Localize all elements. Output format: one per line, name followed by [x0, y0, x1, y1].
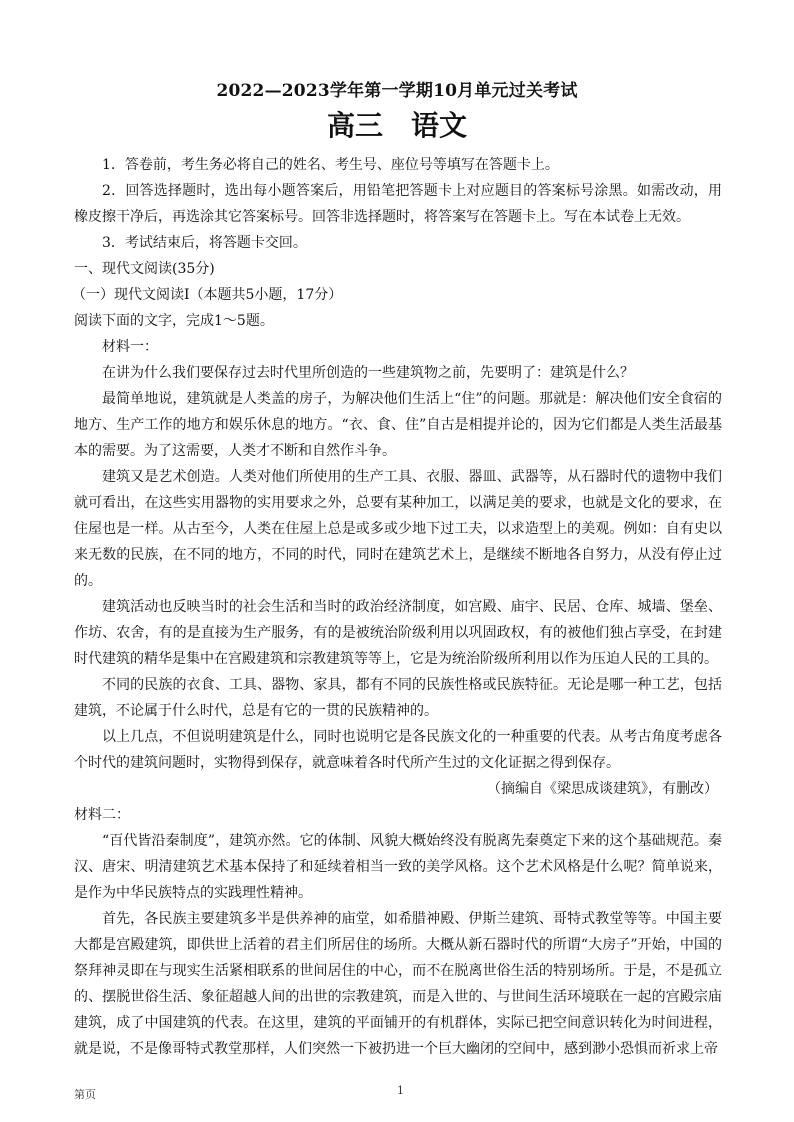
instruction-3: 3．考试结束后，将答题卡交回。 [102, 235, 307, 251]
material1-paragraph-1: 在讲为什么我们要保存过去时代里所创造的一些建筑物之前，先要明了：建筑是什么？ [102, 365, 634, 381]
footer-page-label: 第页 [74, 1088, 96, 1101]
footer-page-number: 1 [397, 1084, 404, 1097]
material2-label: 材料二： [74, 807, 130, 823]
reading-direction: 阅读下面的文字，完成1～5题。 [74, 313, 274, 329]
material1-paragraph-5: 不同的民族的衣食、工具、器物、家具，都有不同的民族性格或民族特征。无论是哪一种工艺，包括建筑，不论属于什么时代，总是有它的一贯的民族精神的。 [74, 677, 722, 719]
section-heading: 一、现代文阅读(35分) [74, 261, 215, 277]
material1-paragraph-6: 以上几点，不但说明建筑是什么，同时也说明它是各民族文化的一种重要的代表。从考古角度考虑各个时代的建筑问题时，实物得到保存，就意味着各时代所产生过的文化证据之得到保存。 [74, 729, 722, 771]
material1-paragraph-2: 最简单地说，建筑就是人类盖的房子，为解决他们生活上“住”的问题。那就是：解决他们安全食宿的地方、生产工作的地方和娱乐休息的地方。“衣、食、住”自古是相提并论的，因为它们都是人类生活最基本的需要。为了这需要，人类才不断和自然作斗争。 [74, 391, 722, 459]
material1-label: 材料一： [102, 339, 158, 355]
instruction-1: 1．答卷前，考生务必将自己的姓名、考生号、座位号等填写在答题卡上。 [102, 157, 559, 173]
section-subheading: （一）现代文阅读Ⅰ（本题共5小题，17分） [72, 287, 343, 303]
material1-citation: （摘编自《梁思成谈建筑》，有删改） [487, 781, 718, 797]
material2-paragraph-1: “百代皆沿秦制度”，建筑亦然。它的体制、风貌大概始终没有脱离先秦奠定下来的这个基础规范。秦汉、唐宋、明清建筑艺术基本保持了和延续着相当一致的美学风格。这个艺术风格是什么呢？简单说来，是作为中华民族特点的实践理性精神。 [74, 833, 722, 901]
exam-title: 2022—2023学年第一学期10月单元过关考试 [216, 81, 578, 101]
exam-content [74, 152, 722, 1062]
instruction-2: 2．回答选择题时，选出每小题答案后，用铅笔把答题卡上对应题目的答案标号涂黑。如需改动，用橡皮擦干净后，再选涂其它答案标号。回答非选择题时，将答案写在答题卡上。写在本试卷上无效。 [74, 183, 722, 225]
material1-paragraph-4: 建筑活动也反映当时的社会生活和当时的政治经济制度，如宫殿、庙宇、民居、仓库、城墙、堡垒、作坊、农舍，有的是直接为生产服务，有的是被统治阶级利用以巩固政权，有的被他们独占享受，在封建时代建筑的精华是集中在宫殿建筑和宗教建筑等等上，它是为统治阶级所利用以作为压迫人民的工具的。 [74, 599, 722, 667]
material1-paragraph-3: 建筑又是艺术创造。人类对他们所使用的生产工具、衣服、器皿、武器等，从石器时代的遗物中我们就可看出，在这些实用器物的实用要求之外，总要有某种加工，以满足美的要求，也就是文化的要求，在住屋也是一样。从古至今，人类在住屋上总是或多或少地下过工夫，以求造型上的美观。例如：自有史以来无数的民族，在不同的地方，不同的时代，同时在建筑艺术上，是继续不断地各自努力，从没有停止过的。 [74, 469, 722, 589]
subject-title: 高三 语文 [326, 109, 467, 142]
material2-paragraph-2: 首先，各民族主要建筑多半是供养神的庙堂，如希腊神殿、伊斯兰建筑、哥特式教堂等等。中国主要大都是宫殿建筑，即供世上活着的君主们所居住的场所。大概从新石器时代的所谓“大房子”开始，中国的祭拜神灵即在与现实生活紧相联系的世间居住的中心，而不在脱离世俗生活的特别场所。于是，不是孤立的、摆脱世俗生活、象征超越人间的出世的宗教建筑，而是入世的、与世间生活环境联在一起的宫殿宗庙建筑，成了中国建筑的代表。在这里，建筑的平面铺开的有机群体，实际已把空间意识转化为时间进程，就是说，不是像哥特式教堂那样，人们突然一下被扔进一个巨大幽闭的空间中，感到渺小恐惧而祈求上帝 [74, 911, 722, 1057]
